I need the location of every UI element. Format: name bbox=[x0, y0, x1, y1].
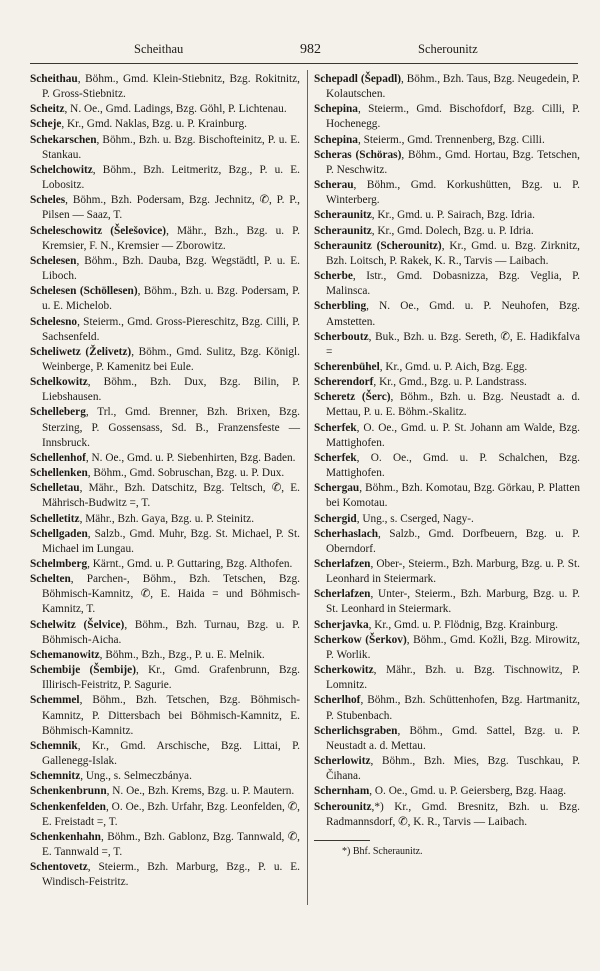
gazetteer-entry: Schenkenhahn, Böhm., Bzh. Gablonz, Bzg. Tannwald, ✆, E. Tannwald =, T. bbox=[30, 830, 300, 858]
footnote-rule bbox=[314, 840, 370, 841]
gazetteer-entry: Schenkenbrunn, N. Oe., Bzh. Krems, Bzg. u. P. Mautern. bbox=[30, 785, 295, 798]
entry-headword: Schelkowitz bbox=[30, 376, 88, 389]
gazetteer-entry: Scheitz, N. Oe., Gmd. Ladings, Bzg. Göhl, P. Lichtenau. bbox=[30, 103, 287, 116]
entry-headword: Scherbling bbox=[314, 300, 367, 313]
gazetteer-entry: Schelchowitz, Böhm., Bzh. Leitmeritz, Bzg., P. u. E. Lobositz. bbox=[30, 163, 300, 192]
entry-headword: Scherendorf bbox=[314, 376, 374, 389]
gazetteer-entry: Schemnik, Kr., Gmd. Arschische, Bzg. Littai, P. Gallenegg-Islak. bbox=[30, 739, 300, 768]
right-entries bbox=[314, 72, 580, 830]
gazetteer-entry: Scherlafzen, Unter-, Steierm., Bzh. Marburg, Bzg. u. P. St. Leonhard in Steiermark. bbox=[314, 588, 580, 616]
entry-headword: Schemnik bbox=[30, 739, 78, 752]
entry-headword: Scherlafzen bbox=[314, 558, 371, 570]
gazetteer-entry: Scheretz (Šerc), Böhm., Bzh. u. Bzg. Neustadt a. d. Mettau, P. u. E. Böhm.-Skalitz. bbox=[314, 391, 580, 419]
entry-headword: Scheleschowitz (Šelešovice) bbox=[30, 224, 167, 237]
entry-headword: Scherhaslach bbox=[314, 527, 379, 540]
gazetteer-entry: Scheraunitz (Scherounitz), Kr., Gmd. u. Bzg. Zirknitz, Bzh. Loitsch, P. Rakek, K. R., Tarvis — Laibach. bbox=[314, 239, 580, 267]
column-divider bbox=[307, 70, 308, 905]
gazetteer-entry: Schergau, Böhm., Bzh. Komotau, Bzg. Görkau, P. Platten bei Komotau. bbox=[314, 482, 580, 510]
gazetteer-entry: Schergid, Ung., s. Cserged, Nagy-. bbox=[314, 512, 474, 525]
entry-headword: Scherau bbox=[314, 179, 354, 192]
entry-headword: Scherkow (Šerkov) bbox=[314, 633, 407, 646]
gazetteer-entry: Scherkowitz, Mähr., Bzh. u. Bzg. Tischnowitz, P. Lomnitz. bbox=[314, 664, 580, 692]
gazetteer-entry: Scheleschowitz (Šelešovice), Mähr., Bzh., Bzg. u. P. Kremsier, F. N., Kremsier — Zborowitz. bbox=[30, 224, 300, 252]
entry-headword: Schelwitz (Šelvice) bbox=[30, 618, 125, 631]
entry-headword: Schenkenbrunn bbox=[30, 785, 107, 798]
gazetteer-entry: Scheles, Böhm., Bzh. Podersam, Bzg. Jechnitz, ✆, P. P., Pilsen — Saaz, T. bbox=[30, 194, 300, 222]
gazetteer-entry: Scherlafzen, Ober-, Steierm., Bzh. Marburg, Bzg. u. P. St. Leonhard in Steiermark. bbox=[314, 558, 580, 586]
entry-headword: Scherounitz bbox=[314, 800, 372, 813]
entry-headword: Schelletitz bbox=[30, 512, 80, 525]
entry-headword: Scherlowitz bbox=[314, 755, 371, 768]
gazetteer-entry: Schernham, O. Oe., Gmd. u. P. Geiersberg, Bzg. Haag. bbox=[314, 785, 567, 798]
entry-headword: Scherlichsgraben bbox=[314, 724, 398, 737]
entry-headword: Schekarschen bbox=[30, 133, 97, 146]
gazetteer-entry: Schelwitz (Šelvice), Böhm., Bzh. Turnau, Bzg. u. P. Böhmisch-Aicha. bbox=[30, 618, 300, 646]
gazetteer-entry: Schellenken, Böhm., Gmd. Sobruschan, Bzg. u. P. Dux. bbox=[30, 467, 285, 480]
entry-headword: Schenkenfelden bbox=[30, 800, 106, 813]
gazetteer-entry: Scherlowitz, Böhm., Bzh. Mies, Bzg. Tuschkau, P. Čihana. bbox=[314, 755, 580, 783]
entry-headword: Scherjavka bbox=[314, 618, 369, 631]
entry-headword: Scheles bbox=[30, 194, 66, 207]
entry-headword: Schepina bbox=[314, 103, 358, 116]
header-right-keyword: Scherounitz bbox=[418, 42, 478, 56]
entry-headword: Schergid bbox=[314, 512, 357, 525]
gazetteer-entry: Schentovetz, Steierm., Bzh. Marburg, Bzg., P. u. E. Windisch-Feistritz. bbox=[30, 861, 300, 889]
entry-headword: Schepina bbox=[314, 133, 358, 146]
gazetteer-entry: Scherjavka, Kr., Gmd. u. P. Flödnig, Bzg. Krainburg. bbox=[314, 618, 558, 631]
entry-headword: Scherkowitz bbox=[314, 664, 374, 677]
entry-headword: Schelten bbox=[30, 573, 71, 586]
entry-headword: Scherenbühel bbox=[314, 360, 380, 373]
gazetteer-entry: Schelletau, Mähr., Bzh. Datschitz, Bzg. Teltsch, ✆, E. Mährisch-Budwitz =, T. bbox=[30, 482, 300, 510]
entry-headword: Scherlafzen bbox=[314, 588, 371, 601]
page-header bbox=[30, 42, 578, 62]
entry-headword: Scheras (Schöras) bbox=[314, 148, 402, 161]
gazetteer-entry: Schepina, Steierm., Gmd. Bischofdorf, Bzg. Cilli, P. Hochenegg. bbox=[314, 103, 580, 131]
entry-headword: Schelmberg bbox=[30, 558, 88, 570]
entry-headword: Schelleberg bbox=[30, 406, 86, 419]
entry-headword: Schepadl (Šepadl) bbox=[314, 73, 402, 85]
gazetteer-entry: Scherounitz,*) Kr., Gmd. Bresnitz, Bzh. u. Bzg. Radmannsdorf, ✆, K. R., Tarvis — Laibach. bbox=[314, 800, 580, 828]
gazetteer-entry: Schepina, Steierm., Gmd. Trennenberg, Bzg. Cilli. bbox=[314, 133, 545, 146]
gazetteer-entry: Schekarschen, Böhm., Bzh. u. Bzg. Bischofteinitz, P. u. E. Stankau. bbox=[30, 133, 300, 161]
entry-headword: Scherboutz bbox=[314, 330, 369, 343]
entry-headword: Scheliwetz (Želivetz) bbox=[30, 345, 132, 358]
header-rule bbox=[30, 63, 578, 64]
gazetteer-entry: Scherbe, Istr., Gmd. Dobasnizza, Bzg. Veglia, P. Malinsca. bbox=[314, 270, 580, 298]
footnote: *) Bhf. Scheraunitz. bbox=[342, 845, 423, 857]
gazetteer-entry: Scherhaslach, Salzb., Gmd. Dorfbeuern, Bzg. u. P. Oberndorf. bbox=[314, 527, 580, 555]
entry-headword: Scherfek bbox=[314, 451, 357, 464]
gazetteer-entry: Schenkenfelden, O. Oe., Bzh. Urfahr, Bzg. Leonfelden, ✆, E. Freistadt =, T. bbox=[30, 800, 300, 828]
gazetteer-entry: Schemnitz, Ung., s. Selmeczbánya. bbox=[30, 770, 192, 783]
gazetteer-entry: Scherboutz, Buk., Bzh. u. Bzg. Sereth, ✆, E. Hadikfalva = bbox=[314, 330, 580, 358]
gazetteer-entry: Schelmberg, Kärnt., Gmd. u. P. Guttaring, Bzg. Althofen. bbox=[30, 558, 293, 570]
gazetteer-entry: Schelkowitz, Böhm., Bzh. Dux, Bzg. Bilin, P. Liebshausen. bbox=[30, 376, 300, 404]
gazetteer-entry: Schelesen, Böhm., Bzh. Dauba, Bzg. Wegstädtl, P. u. E. Liboch. bbox=[30, 254, 300, 283]
gazetteer-entry: Scherenbühel, Kr., Gmd. u. P. Aich, Bzg. Egg. bbox=[314, 360, 528, 373]
gazetteer-entry: Schemanowitz, Böhm., Bzh., Bzg., P. u. E. Melnik. bbox=[30, 648, 265, 661]
gazetteer-entry: Schemmel, Böhm., Bzh. Tetschen, Bzg. Böhmisch-Kamnitz, P. Dittersbach bei Böhmisch-Kamnitz, E. Böhmisch-Kamnitz. bbox=[30, 694, 300, 737]
entry-headword: Schergau bbox=[314, 482, 360, 495]
gazetteer-entry: Scherau, Böhm., Gmd. Korkushütten, Bzg. u. P. Winterberg. bbox=[314, 179, 580, 207]
entry-headword: Scherfek bbox=[314, 421, 357, 434]
entry-headword: Scheraunitz (Scherounitz) bbox=[314, 239, 442, 252]
gazetteer-entry: Scherfek, O. Oe., Gmd. u. P. St. Johann am Walde, Bzg. Mattighofen. bbox=[314, 421, 580, 449]
header-left-keyword: Scheithau bbox=[134, 42, 184, 56]
entry-headword: Schembije (Šembije) bbox=[30, 664, 136, 677]
entry-headword: Schemanowitz bbox=[30, 648, 100, 661]
entry-headword: Schentovetz bbox=[30, 861, 88, 874]
entry-headword: Schelletau bbox=[30, 482, 80, 495]
entry-headword: Schellgaden bbox=[30, 527, 88, 540]
gazetteer-entry: Schelten, Parchen-, Böhm., Bzh. Tetschen, Bzg. Böhmisch-Kamnitz, ✆, E. Haida = und Böhmisch-Kamnitz, T. bbox=[30, 573, 300, 616]
gazetteer-entry: Schepadl (Šepadl), Böhm., Bzh. Taus, Bzg. Neugedein, P. Kolautschen. bbox=[314, 73, 580, 101]
entry-headword: Schelesno bbox=[30, 315, 78, 328]
gazetteer-entry: Schelleberg, Trl., Gmd. Brenner, Bzh. Brixen, Bzg. Sterzing, P. Gossensass, Sd. B., Franzensfeste — Innsbruck. bbox=[30, 406, 300, 449]
gazetteer-entry: Schembije (Šembije), Kr., Gmd. Grafenbrunn, Bzg. Illirisch-Feistritz, P. Sagurie. bbox=[30, 664, 300, 692]
entry-headword: Schernham bbox=[314, 785, 370, 798]
gazetteer-entry: Schelesno, Steierm., Gmd. Gross-Piereschitz, Bzg. Cilli, P. Sachsenfeld. bbox=[30, 315, 300, 343]
gazetteer-entry: Schelletitz, Mähr., Bzh. Gaya, Bzg. u. P. Steinitz. bbox=[30, 512, 255, 525]
right-column bbox=[314, 72, 580, 858]
gazetteer-entry: Scherkow (Šerkov), Böhm., Gmd. Kožli, Bzg. Mirowitz, P. Worlik. bbox=[314, 633, 581, 661]
entry-headword: Schellenhof bbox=[30, 451, 86, 464]
entry-headword: Scheithau bbox=[30, 73, 78, 85]
entry-headword: Schelchowitz bbox=[30, 163, 93, 176]
entry-headword: Scheraunitz bbox=[314, 209, 372, 222]
gazetteer-entry: Scheithau, Böhm., Gmd. Klein-Stiebnitz, Bzg. Rokitnitz, P. Gross-Stiebnitz. bbox=[30, 73, 300, 101]
gazetteer-entry: Scheraunitz, Kr., Gmd. Dolech, Bzg. u. P. Idria. bbox=[314, 224, 534, 237]
entry-headword: Scheje bbox=[30, 118, 62, 131]
entry-headword: Scherlhof bbox=[314, 694, 361, 707]
entry-headword: Scheitz bbox=[30, 103, 65, 116]
gazetteer-entry: Scherlichsgraben, Böhm., Gmd. Sattel, Bzg. u. P. Neustadt a. d. Mettau. bbox=[314, 724, 580, 752]
gazetteer-entry: Schellgaden, Salzb., Gmd. Muhr, Bzg. St. Michael, P. St. Michael im Lungau. bbox=[30, 527, 300, 555]
entry-headword: Scheretz (Šerc) bbox=[314, 391, 391, 404]
gazetteer-entry: Scherbling, N. Oe., Gmd. u. P. Neuhofen, Bzg. Amstetten. bbox=[314, 300, 580, 328]
entry-headword: Scheraunitz bbox=[314, 224, 372, 237]
entry-headword: Schenkenhahn bbox=[30, 830, 101, 843]
entry-headword: Scherbe bbox=[314, 270, 353, 283]
gazetteer-entry: Schellenhof, N. Oe., Gmd. u. P. Siebenhirten, Bzg. Baden. bbox=[30, 451, 296, 464]
gazetteer-entry: Scheras (Schöras), Böhm., Gmd. Hortau, Bzg. Tetschen, P. Neschwitz. bbox=[314, 148, 581, 176]
gazetteer-entry: Schelesen (Schöllesen), Böhm., Bzh. u. Bzg. Podersam, P. u. E. Michelob. bbox=[30, 285, 300, 313]
gazetteer-entry: Scheliwetz (Želivetz), Böhm., Gmd. Sulitz, Bzg. Königl. Weinberge, P. Kamenitz bei Eule. bbox=[30, 345, 300, 373]
entry-headword: Schemmel bbox=[30, 694, 80, 707]
entry-headword: Schelesen (Schöllesen) bbox=[30, 285, 138, 298]
page-number: 982 bbox=[300, 42, 321, 57]
gazetteer-entry: Scheraunitz, Kr., Gmd. u. P. Sairach, Bzg. Idria. bbox=[314, 209, 535, 222]
left-column bbox=[30, 72, 300, 890]
gazetteer-entry: Scherendorf, Kr., Gmd., Bzg. u. P. Landstrass. bbox=[314, 376, 527, 389]
gazetteer-entry: Scherlhof, Böhm., Bzh. Schüttenhofen, Bzg. Hartmanitz, P. Stubenbach. bbox=[314, 694, 580, 722]
gazetteer-entry: Scheje, Kr., Gmd. Naklas, Bzg. u. P. Krainburg. bbox=[30, 118, 247, 131]
entry-headword: Schellenken bbox=[30, 467, 88, 480]
gazetteer-entry: Scherfek, O. Oe., Gmd. u. P. Schalchen, Bzg. Mattighofen. bbox=[314, 451, 580, 480]
entry-headword: Schelesen bbox=[30, 254, 77, 267]
entry-headword: Schemnitz bbox=[30, 770, 81, 783]
